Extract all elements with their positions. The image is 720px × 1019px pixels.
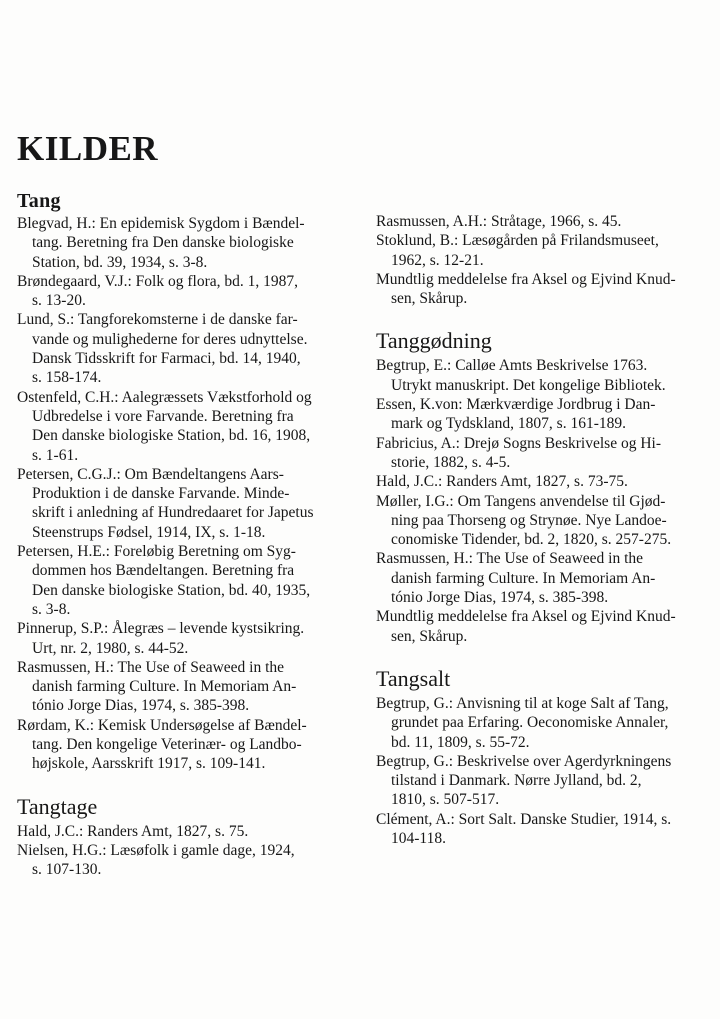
entry-line: Udbredelse i vore Farvande. Beretning fra — [32, 407, 294, 425]
entry-line: Begtrup, G.: Anvisning til at koge Salt af Tang, — [376, 694, 669, 712]
entry-line: Rørdam, K.: Kemisk Undersøgelse af Bændel- — [17, 716, 307, 734]
entry-line: Petersen, C.G.J.: Om Bændeltangens Aars- — [17, 465, 284, 483]
entry-line: danish farming Culture. In Memoriam An- — [391, 569, 656, 587]
section-heading-tanggoedning: Tanggødning — [376, 328, 492, 354]
bibliography-entry — [376, 434, 720, 473]
entry-line: 1962, s. 12-21. — [391, 251, 484, 269]
entry-line: s. 3-8. — [32, 600, 71, 618]
section-heading-tang: Tang — [17, 190, 61, 212]
entry-line: s. 158-174. — [32, 369, 102, 387]
entry-line: Mundtlig meddelelse fra Aksel og Ejvind Knud- — [376, 608, 676, 626]
entry-line: Hald, J.C.: Randers Amt, 1827, s. 75. — [17, 822, 249, 840]
entry-line: skrift i anledning af Hundredaaret for Japetus — [32, 504, 314, 522]
entry-line: Utrykt manuskript. Det kongelige Bibliotek. — [391, 376, 666, 394]
bibliography-entry — [17, 214, 361, 272]
bibliography-entry — [376, 270, 720, 309]
entry-line: Station, bd. 39, 1934, s. 3-8. — [32, 253, 208, 271]
bibliography-entry — [17, 310, 361, 387]
entry-line: Stoklund, B.: Læsøgården på Frilandsmuseet, — [376, 232, 659, 250]
bibliography-entry — [17, 716, 361, 774]
bibliography-column-left — [17, 190, 361, 880]
entry-line: dommen hos Bændeltangen. Beretning fra — [32, 562, 295, 580]
entry-line: s. 13-20. — [32, 292, 86, 310]
entry-line: Rasmussen, H.: The Use of Seaweed in the — [376, 550, 644, 568]
entry-line: tónio Jorge Dias, 1974, s. 385-398. — [391, 589, 609, 607]
entry-line: Nielsen, H.G.: Læsøfolk i gamle dage, 1924, — [17, 841, 295, 859]
bibliography-entry — [376, 231, 720, 270]
entry-line: vande og mulighederne for deres udnyttelse. — [32, 330, 308, 348]
bibliography-entry — [17, 822, 361, 841]
bibliography-entry — [376, 472, 720, 491]
entry-line: Den danske biologiske Station, bd. 40, 1935, — [32, 581, 311, 599]
bibliography-entry — [17, 658, 361, 716]
entry-line: Rasmussen, A.H.: Stråtage, 1966, s. 45. — [376, 213, 622, 230]
entry-line: 1810, s. 507-517. — [391, 791, 500, 809]
entry-line: s. 107-130. — [32, 861, 102, 879]
entry-line: Brøndegaard, V.J.: Folk og flora, bd. 1, 1987, — [17, 272, 298, 290]
entry-line: grundet paa Erfaring. Oeconomiske Annaler, — [391, 714, 669, 732]
entry-line: sen, Skårup. — [391, 627, 468, 645]
entry-line: tónio Jorge Dias, 1974, s. 385-398. — [32, 697, 250, 715]
entry-line: 104-118. — [391, 830, 446, 848]
bibliography-entry — [376, 212, 720, 231]
entry-line: Steenstrups Fødsel, 1914, IX, s. 1-18. — [32, 523, 266, 541]
entry-line: Clément, A.: Sort Salt. Danske Studier, 1914, s. — [376, 810, 672, 828]
bibliography-entry — [376, 492, 720, 550]
entry-line: danish farming Culture. In Memoriam An- — [32, 678, 297, 696]
page-title: KILDER — [17, 129, 159, 168]
bibliography-entry — [17, 542, 361, 619]
bibliography-entry — [17, 388, 361, 465]
entry-line: Mundtlig meddelelse fra Aksel og Ejvind Knud- — [376, 270, 676, 288]
bibliography-column-right — [376, 212, 720, 848]
bibliography-entry — [376, 752, 720, 810]
entry-line: bd. 11, 1809, s. 55-72. — [391, 733, 530, 751]
entry-line: Urt, nr. 2, 1980, s. 44-52. — [32, 639, 189, 657]
bibliography-entry — [376, 810, 720, 849]
entry-line: tang. Beretning fra Den danske biologiske — [32, 234, 294, 252]
entry-line: tilstand i Danmark. Nørre Jylland, bd. 2, — [391, 772, 642, 790]
entry-line: sen, Skårup. — [391, 290, 468, 308]
section-heading-tangtage: Tangtage — [17, 793, 98, 819]
bibliography-entry — [17, 272, 361, 311]
entry-line: Lund, S.: Tangforekomsterne i de danske far- — [17, 311, 298, 329]
entry-line: Produktion i de danske Farvande. Minde- — [32, 485, 290, 503]
bibliography-entry — [376, 694, 720, 752]
entry-line: Begtrup, G.: Beskrivelse over Agerdyrkningens — [376, 752, 672, 770]
entry-line: Ostenfeld, C.H.: Aalegræssets Vækstforhold og — [17, 388, 312, 406]
entry-line: Petersen, H.E.: Foreløbig Beretning om Syg- — [17, 543, 296, 561]
entry-line: storie, 1882, s. 4-5. — [391, 453, 511, 471]
entry-line: Rasmussen, H.: The Use of Seaweed in the — [17, 658, 285, 676]
entry-line: Begtrup, E.: Calløe Amts Beskrivelse 1763. — [376, 357, 648, 375]
section-heading-tangsalt: Tangsalt — [376, 665, 451, 691]
entry-line: Dansk Tidsskrift for Farmaci, bd. 14, 1940, — [32, 350, 301, 368]
bibliography-entry — [17, 841, 361, 880]
entry-line: Fabricius, A.: Drejø Sogns Beskrivelse og Hi- — [376, 434, 662, 452]
entry-line: Den danske biologiske Station, bd. 16, 1908, — [32, 427, 311, 445]
entry-line: s. 1-61. — [32, 446, 79, 464]
bibliography-entry — [376, 549, 720, 607]
entry-line: Møller, I.G.: Om Tangens anvendelse til Gjød- — [376, 492, 666, 510]
entry-line: højskole, Aarsskrift 1917, s. 109-141. — [32, 755, 266, 773]
entry-line: tang. Den kongelige Veterinær- og Landbo- — [32, 736, 302, 754]
entry-line: Hald, J.C.: Randers Amt, 1827, s. 73-75. — [376, 473, 628, 491]
entry-line: Blegvad, H.: En epidemisk Sygdom i Bændel- — [17, 215, 305, 232]
entry-line: mark og Tydskland, 1807, s. 161-189. — [391, 415, 626, 433]
entry-line: Essen, K.von: Mærkværdige Jordbrug i Dan- — [376, 396, 656, 414]
entry-line: Pinnerup, S.P.: Ålegræs – levende kystsikring. — [17, 620, 305, 638]
bibliography-entry — [376, 607, 720, 646]
bibliography-entry — [17, 465, 361, 542]
bibliography-entry — [376, 356, 720, 395]
entry-line: conomiske Tidender, bd. 2, 1820, s. 257-275. — [391, 531, 672, 549]
bibliography-entry — [376, 395, 720, 434]
bibliography-entry — [17, 619, 361, 658]
entry-line: ning paa Thorseng og Strynøe. Nye Landoe- — [391, 511, 667, 529]
